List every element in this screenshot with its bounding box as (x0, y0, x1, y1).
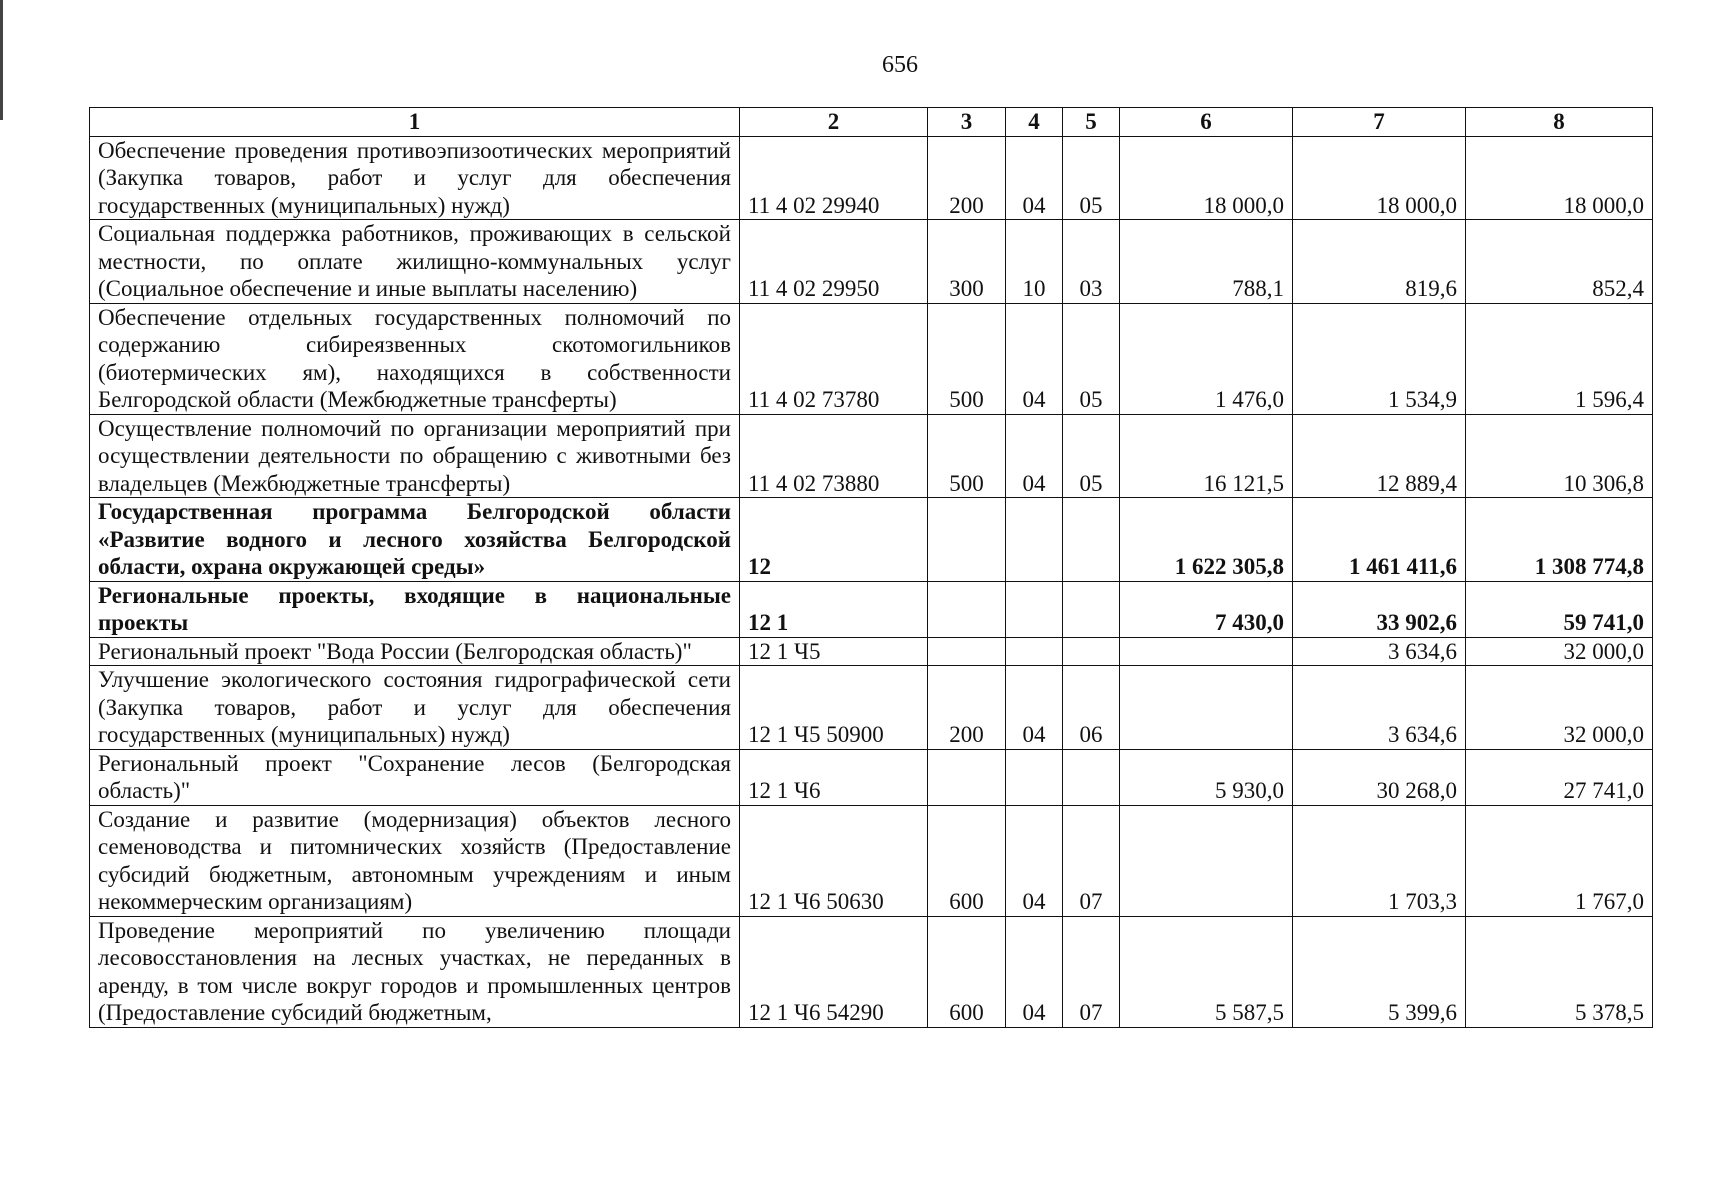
row-code: 12 1 Ч6 (740, 749, 928, 805)
row-value-8: 5 378,5 (1466, 916, 1653, 1027)
row-col4 (1006, 498, 1063, 582)
row-col5 (1063, 581, 1120, 637)
table-row-subtotal (90, 581, 1653, 637)
row-name: Социальная поддержка работников, проживающих в сельской местности, по оплате жилищно-коммунальных услуг (Социальное обеспечение и иные выплаты населению) (90, 220, 740, 304)
row-value-7: 33 902,6 (1293, 581, 1466, 637)
row-col5 (1063, 637, 1120, 666)
header-cell: 4 (1006, 108, 1063, 137)
row-value-6: 5 930,0 (1120, 749, 1293, 805)
row-value-8: 27 741,0 (1466, 749, 1653, 805)
row-value-6 (1120, 666, 1293, 750)
page-number: 656 (882, 52, 918, 78)
row-code: 11 4 02 73880 (740, 414, 928, 498)
row-code: 12 1 (740, 581, 928, 637)
table-row (90, 303, 1653, 414)
row-code: 12 1 Ч6 50630 (740, 805, 928, 916)
row-col4 (1006, 637, 1063, 666)
row-value-6: 16 121,5 (1120, 414, 1293, 498)
header-cell: 8 (1466, 108, 1653, 137)
row-value-8: 18 000,0 (1466, 136, 1653, 220)
table-row (90, 805, 1653, 916)
row-col4 (1006, 581, 1063, 637)
table-row (90, 136, 1653, 220)
row-value-7: 1 534,9 (1293, 303, 1466, 414)
row-col4: 04 (1006, 805, 1063, 916)
row-value-7: 30 268,0 (1293, 749, 1466, 805)
row-col3: 600 (928, 916, 1006, 1027)
table-row (90, 666, 1653, 750)
row-value-7: 18 000,0 (1293, 136, 1466, 220)
row-value-8: 1 308 774,8 (1466, 498, 1653, 582)
row-col3: 300 (928, 220, 1006, 304)
header-cell: 1 (90, 108, 740, 137)
row-col3 (928, 581, 1006, 637)
row-value-7: 1 703,3 (1293, 805, 1466, 916)
row-name: Обеспечение проведения противоэпизоотических мероприятий (Закупка товаров, работ и услуг для обеспечения государственных (муниципальных) нужд) (90, 136, 740, 220)
row-col4: 10 (1006, 220, 1063, 304)
row-value-6: 1 622 305,8 (1120, 498, 1293, 582)
row-code: 12 1 Ч6 54290 (740, 916, 928, 1027)
row-value-7: 819,6 (1293, 220, 1466, 304)
row-col4: 04 (1006, 303, 1063, 414)
row-name: Региональный проект "Вода России (Белгородская область)" (90, 637, 740, 666)
row-value-7: 1 461 411,6 (1293, 498, 1466, 582)
header-cell: 7 (1293, 108, 1466, 137)
row-col4: 04 (1006, 414, 1063, 498)
row-value-6: 18 000,0 (1120, 136, 1293, 220)
row-value-6: 5 587,5 (1120, 916, 1293, 1027)
row-col3: 200 (928, 136, 1006, 220)
row-value-8: 32 000,0 (1466, 637, 1653, 666)
row-code: 11 4 02 73780 (740, 303, 928, 414)
table-row (90, 916, 1653, 1027)
header-cell: 6 (1120, 108, 1293, 137)
row-code: 12 (740, 498, 928, 582)
row-name: Региональные проекты, входящие в национальные проекты (90, 581, 740, 637)
table-row (90, 749, 1653, 805)
row-name: Государственная программа Белгородской области «Развитие водного и лесного хозяйства Белгородской области, охрана окружающей среды» (90, 498, 740, 582)
row-col5: 03 (1063, 220, 1120, 304)
row-value-8: 852,4 (1466, 220, 1653, 304)
row-value-6: 1 476,0 (1120, 303, 1293, 414)
header-cell: 2 (740, 108, 928, 137)
row-col5: 05 (1063, 303, 1120, 414)
row-code: 11 4 02 29950 (740, 220, 928, 304)
row-value-6 (1120, 637, 1293, 666)
row-value-6: 788,1 (1120, 220, 1293, 304)
header-cell: 3 (928, 108, 1006, 137)
row-value-7: 3 634,6 (1293, 637, 1466, 666)
row-name: Региональный проект "Сохранение лесов (Белгородская область)" (90, 749, 740, 805)
row-col3: 500 (928, 414, 1006, 498)
row-code: 12 1 Ч5 (740, 637, 928, 666)
row-value-8: 1 596,4 (1466, 303, 1653, 414)
row-col3 (928, 637, 1006, 666)
row-col5 (1063, 498, 1120, 582)
row-name: Проведение мероприятий по увеличению площади лесовосстановления на лесных участках, не переданных в аренду, в том числе вокруг городов и промышленных центров (Предоставление субсидий бюджетным, (90, 916, 740, 1027)
row-col5: 07 (1063, 805, 1120, 916)
row-col3 (928, 749, 1006, 805)
row-name: Осуществление полномочий по организации мероприятий при осуществлении деятельности по обращению с животными без владельцев (Межбюджетные трансферты) (90, 414, 740, 498)
table-row (90, 637, 1653, 666)
row-col4 (1006, 749, 1063, 805)
row-col3: 600 (928, 805, 1006, 916)
row-col3: 500 (928, 303, 1006, 414)
row-value-8: 10 306,8 (1466, 414, 1653, 498)
row-col4: 04 (1006, 916, 1063, 1027)
table-row (90, 220, 1653, 304)
row-value-7: 3 634,6 (1293, 666, 1466, 750)
header-cell: 5 (1063, 108, 1120, 137)
table-row-program (90, 498, 1653, 582)
row-value-7: 5 399,6 (1293, 916, 1466, 1027)
budget-table (89, 107, 1653, 1028)
row-code: 11 4 02 29940 (740, 136, 928, 220)
row-col3: 200 (928, 666, 1006, 750)
table-row (90, 414, 1653, 498)
row-col5 (1063, 749, 1120, 805)
row-name: Обеспечение отдельных государственных полномочий по содержанию сибиреязвенных скотомогильников (биотермических ям), находящихся в собственности Белгородской области (Межбюджетные трансферты) (90, 303, 740, 414)
row-value-6: 7 430,0 (1120, 581, 1293, 637)
row-col4: 04 (1006, 666, 1063, 750)
row-value-8: 32 000,0 (1466, 666, 1653, 750)
row-value-8: 1 767,0 (1466, 805, 1653, 916)
row-value-6 (1120, 805, 1293, 916)
row-value-8: 59 741,0 (1466, 581, 1653, 637)
row-col5: 06 (1063, 666, 1120, 750)
header-row (90, 108, 1653, 137)
row-col5: 05 (1063, 414, 1120, 498)
row-name: Создание и развитие (модернизация) объектов лесного семеноводства и питомнических хозяйств (Предоставление субсидий бюджетным, автономным учреждениям и иным некоммерческим организациям) (90, 805, 740, 916)
row-name: Улучшение экологического состояния гидрографической сети (Закупка товаров, работ и услуг для обеспечения государственных (муниципальных) нужд) (90, 666, 740, 750)
row-code: 12 1 Ч5 50900 (740, 666, 928, 750)
row-col4: 04 (1006, 136, 1063, 220)
row-col5: 07 (1063, 916, 1120, 1027)
row-value-7: 12 889,4 (1293, 414, 1466, 498)
row-col3 (928, 498, 1006, 582)
row-col5: 05 (1063, 136, 1120, 220)
